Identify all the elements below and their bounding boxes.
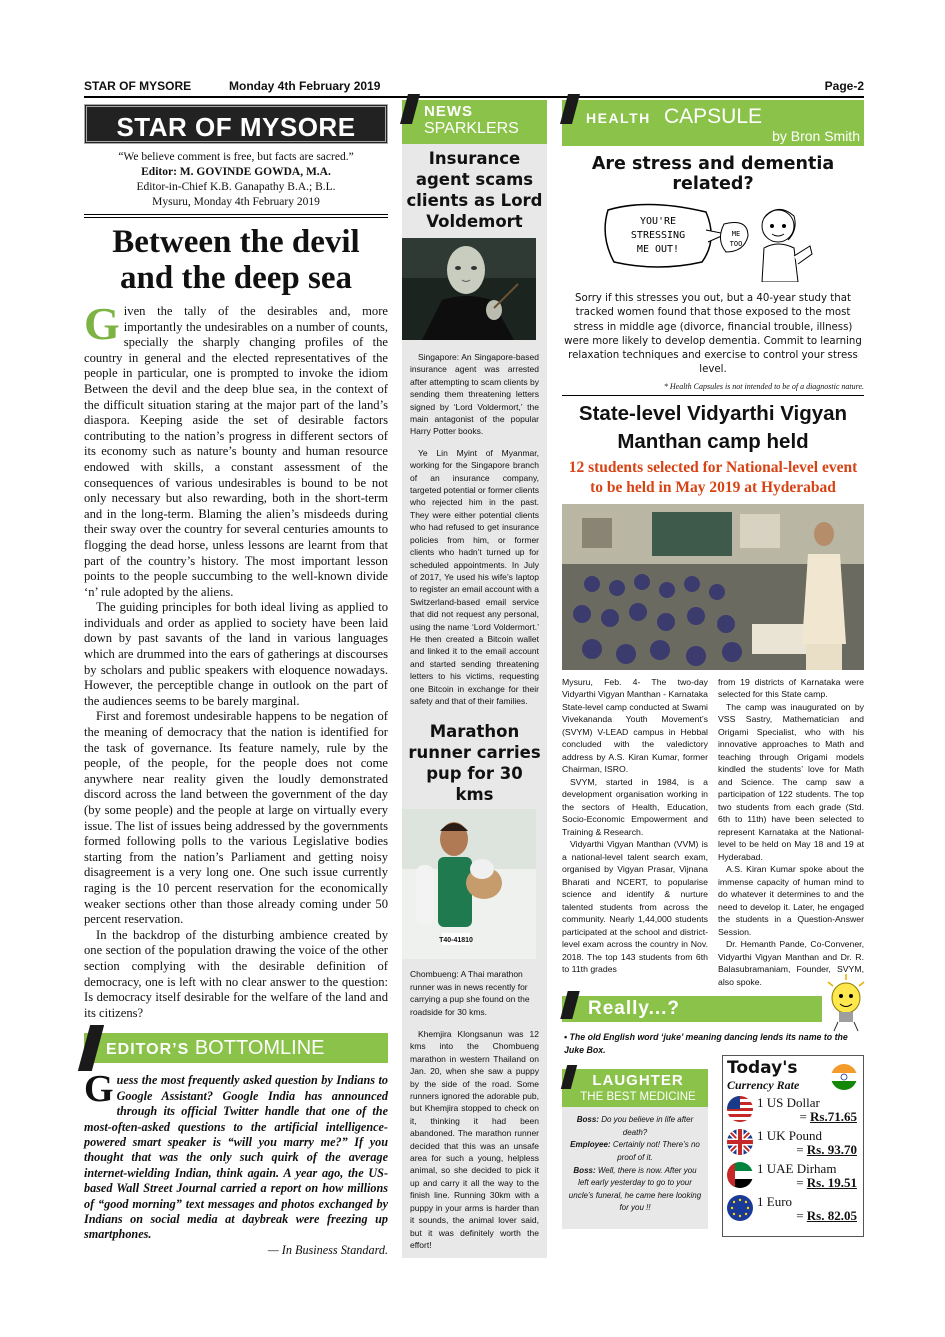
- currency-equals: =: [796, 1208, 807, 1224]
- divider: [84, 217, 388, 218]
- story-paragraph: Singapore: An Singapore-based insurance agent was arrested after attempting to scam clients by sending them threatening letters signed by ‘Lord Voldermort,’ the main antagonist of the popular Harry Potter books.: [410, 352, 539, 437]
- vidyarthi-body: [562, 676, 864, 989]
- masthead-editor: Editor: M. GOVINDE GOWDA, M.A.: [141, 166, 331, 178]
- currency-rate: [796, 1175, 857, 1191]
- banner-accent: [78, 1025, 104, 1071]
- joke-text: Do you believe in life after death?: [601, 1115, 694, 1137]
- speaker: Employee:: [570, 1140, 611, 1150]
- editorial-paragraph: In the backdrop of the disturbing ambience created by one section of the population drawing the voice of the other section complying with the desirable definition of democracy, one is left with no clear answer to the question: Is democracy itself desirable for the welfare of the land and its citizens?: [84, 927, 388, 1020]
- joke-line: [568, 1165, 702, 1215]
- news-sparklers-label-2: SPARKLERS: [424, 120, 519, 137]
- laughter-box: [562, 1069, 708, 1229]
- bubble-line-4: ME: [731, 230, 741, 238]
- currency-rate-box: [722, 1055, 864, 1237]
- banner-accent: [560, 94, 580, 124]
- drop-cap: G: [84, 298, 120, 349]
- bottom-row: [562, 1058, 864, 1239]
- bottomline-label: BOTTOMLINE: [194, 1037, 325, 1060]
- voldemort-story-body: [402, 345, 547, 707]
- story-paragraph: Mysuru, Feb. 4- The two-day Vidyarthi Vigyan Manthan - Karnataka State-level camp conducted at Swami Vivekananda Youth Movement’s (SVYM) V-LEAD campus in Hebbal concluded with the valedictory address by A.S. Kiran Kumar, former Chairman, ISRO.: [562, 676, 709, 775]
- health-capsule-label-bold: HEALTH: [586, 110, 651, 126]
- banner-accent: [560, 991, 580, 1019]
- news-sparklers-column: [402, 100, 547, 1258]
- laughter-label-1: LAUGHTER: [592, 1072, 684, 1090]
- really-banner: [562, 996, 822, 1022]
- currency-name: 1 US Dollar: [757, 1095, 820, 1111]
- currency-name: 1 UK Pound: [757, 1128, 823, 1144]
- us-flag-icon: [727, 1096, 753, 1122]
- really-fact: • The old English word ‘juke’ meaning dancing lends its name to the Juke Box.: [564, 1032, 848, 1056]
- currency-value: Rs. 82.05: [806, 1208, 857, 1224]
- laughter-joke: [562, 1107, 708, 1215]
- currency-row-gbp: [723, 1127, 863, 1160]
- bottomline-body: [84, 1068, 388, 1258]
- bottomline-label-bold: EDITOR’S: [106, 1041, 190, 1059]
- editorial-title-line-2: and the deep sea: [120, 260, 352, 296]
- health-capsule-label: CAPSULE: [664, 105, 763, 128]
- vidyarthi-subtitle-line-2: to be held in May 2019 at Hyderabad: [590, 478, 836, 496]
- bottomline-banner: [84, 1033, 388, 1063]
- masthead-motto: “We believe comment is free, but facts are sacred.”: [118, 151, 354, 163]
- story-paragraph: Vidyarthi Vigyan Manthan (VVM) is a national-level talent search exam, organised by Vigyan Prasar, Vijnana Bharati and NCERT, to popularise science and identify & nurture talented students from across the community. Nearly 1,44,000 students participated at the school and district-level exam across the country in Nov. 2018. The top 143 students from 6th to 11th grades: [562, 839, 708, 975]
- health-capsule-title: Are stress and dementia related?: [591, 154, 835, 194]
- masthead-logo: STAR OF MYSORE: [84, 104, 388, 144]
- story-paragraph: SVYM, started in 1984, is a development organisation working in the sectors of Health, Education, Socio-Economic Empowerment and Training & Research.: [562, 776, 708, 837]
- vidyarthi-title-line-2: Manthan camp held: [617, 429, 809, 453]
- vidyarthi-title: [562, 400, 864, 456]
- currency-row-usd: [723, 1094, 863, 1127]
- story-paragraph: Khemjira Klongsanun was 12 kms into the Chombueng marathon in western Thailand on Jan. 20, when she saw a puppy by the side of the road. Some runners ignored the adorable pub, but Khemjira stopped to check on it, thinking it had been abandoned. The marathon runner decided that this was an unsafe area for such a young, helpless animal, so she decided to pick it up and carry it all the way to the finish line. Running 30km with a puppy in your arms is harder than it sounds, the animal lover said, but it was definitely worth the effort!: [410, 1029, 539, 1250]
- bubble-line-1: YOU'RE: [639, 216, 677, 227]
- masthead-dateline: Mysuru, Monday 4th February 2019: [152, 196, 320, 208]
- health-capsule-disclaimer: * Health Capsules is not intended to be of a diagnostic nature.: [663, 381, 864, 391]
- laughter-banner: [562, 1069, 708, 1107]
- story-paragraph: The camp was inaugurated on by VSS Sastry, Mathematician and Origami Specialist, who with his innovative approaches to Math and teaching through Origami models kindled the students’ love for Math and Science. The camp saw a participation of 122 students. The top two students from each grade (Std. 6th to 11th) have been selected to represent Karnataka at the National-level to be held on May 18 and 19 at Hyderabad.: [718, 701, 864, 862]
- right-column: [562, 100, 864, 1239]
- speaker: Boss:: [573, 1165, 596, 1175]
- currency-name: 1 UAE Dirham: [757, 1161, 837, 1177]
- story-paragraph: Ye Lin Myint of Myanmar, working for the Singapore branch of an insurance company, targeted potential or former clients who rejected him in the past. They were either potential clients who had refused to get insurance policies from him, or former clients who hadn’t turned up for scheduled appointments. In July of 2017, Ye used his wife’s laptop to register an email account with a Switzerland-based email service that did not request any personal, using the name ‘Lord Voldermort.’ He then created a Bitcoin wallet and linked it to the email account and started sending threatening letters to his victims, requesting one Bitcoin in exchange for their safety and that of their families.: [410, 447, 539, 706]
- uk-flag-icon: [727, 1129, 753, 1155]
- vidyarthi-subtitle: [562, 458, 864, 498]
- editorial-paragraph: [84, 298, 388, 600]
- bubble-line-5: TOO: [729, 240, 743, 248]
- story-paragraph: A.S. Kiran Kumar spoke about the immense capacity of human mind to do whatever it determines to and the need to develop it. Later, he engaged the students in a Question-Answer Session.: [718, 864, 864, 937]
- banner-accent: [400, 94, 420, 124]
- runner-with-pup-photo: [402, 809, 536, 959]
- currency-rate: [799, 1109, 857, 1125]
- editorial-paragraph: First and foremost undesirable happens to be negation of the meaning of democracy that the nation is identified for the task of governance. Its feature namely, rule by the people, of the people, for the people does not come anywhere near reality given the loudly demonstrated discord across the land between the government of the day (by some people) and the people at large on virtually every issue. The list of issues being addressed by the governments formed following polls to the various Legislative bodies starting from the nation’s Parliament and getting noisy disagreement is a very long one. One such issue currently raging is the 10 percent reservation for the economically weaker sections other than those already coming under 50 percent reservation.: [84, 709, 388, 927]
- voldemort-story-title: Insurance agent scams clients as Lord Voldemort: [406, 149, 543, 231]
- currency-subtitle: Currency Rate: [727, 1078, 800, 1093]
- header-date: Monday 4th February 2019: [229, 79, 381, 93]
- editorial-paragraph-text: iven the tally of the desirables and, more importantly the undesirables on a number of counts, specially the sharply changing profiles of the country in general and the elected representatives of the people in particular, one is prompted to invoke the idiom Between the devil and the deep blue sea, in the context of the difficult situation staring at the major part of the land’s diaspora. Keeping aside the set of desirable factors contributing to the nation’s progress in different sectors of its economy such as nature’s bounty and human resource endowed with skills, a constant assessment of the consequences of various undesirables is bound to be not only necessary but also rewarding, both in the short-term and in the long-term. Blaming the alien’s misdeeds during their sway over the country for several centuries amounts to flogging the dead horse, unless lessons are learnt from that part of the country’s history. The most important lesson points to the people succumbing to the well-known divide ‘n’ rule adopted by the aliens.: [84, 304, 388, 599]
- editorial-column: [84, 104, 388, 1258]
- health-capsule-banner: [562, 100, 864, 146]
- editorial-title: [84, 224, 388, 296]
- joke-line: [568, 1139, 702, 1164]
- story-paragraph: from 19 districts of Karnataka were selected for this State camp.: [718, 676, 864, 700]
- currency-title: Today's: [727, 1058, 798, 1079]
- bottomline-text: uess the most frequently asked question by Indians to Google Assistant? Google India has announced through its official Twitter handle that one of the most-often-asked questions to the artificial intelligence-powered smart speaker is “will you marry me?” If you thought that was the only such quirk of the average internet-wielding Indian, think again. A year ago, the US-based Wall Street Journal carried a report on how millions of “good morning” text messages and photos exchanged by Indians on social media at daybreak were freezing up smartphones.: [84, 1073, 388, 1242]
- joke-text: Certainly not! There’s no proof of it.: [612, 1140, 700, 1163]
- vidyarthi-subtitle-line-1: 12 students selected for National-level event: [568, 458, 858, 476]
- bottomline-source: — In Business Standard.: [267, 1242, 388, 1257]
- header-paper-name: STAR OF MYSORE: [84, 79, 192, 93]
- joke-line: [568, 1114, 702, 1139]
- runner-bib-number: T40-41810: [439, 937, 473, 945]
- eu-flag-icon: [727, 1195, 753, 1221]
- marathon-story-title: Marathon runner carries pup for 30 kms: [408, 722, 541, 805]
- currency-header: [723, 1056, 863, 1094]
- drop-cap: G: [84, 1068, 114, 1111]
- uae-flag-icon: [727, 1162, 753, 1188]
- editorial-paragraph: The guiding principles for both ideal living as applied to individuals and order as applied to society have been laid down by past savants of the land in various languages which are drummed into the ears of gatherings at discourses by scholars and public speakers with eloquence nowadays. However, the perceptible change in outlook on the part of the audiences seems to be barely marginal.: [84, 600, 388, 708]
- students-camp-photo: [562, 504, 864, 670]
- vidyarthi-title-line-1: State-level Vidyarthi Vigyan: [578, 401, 848, 425]
- health-capsule-text: Sorry if this stresses you out, but a 40-year study that tracked women found that those exposed to the most stress in middle age (divorce, financial trouble, illness) were more likely to develop dementia. Commit to learning relaxation techniques and exercise to control your stress level.: [564, 293, 862, 376]
- divider: [562, 395, 864, 396]
- masthead-editor-in-chief: Editor-in-Chief K.B. Ganapathy B.A.; B.L.: [136, 181, 336, 193]
- marathon-story-body: [402, 1018, 547, 1251]
- currency-rate: [796, 1208, 857, 1224]
- voldemort-photo: [402, 238, 536, 340]
- currency-row-eur: [723, 1193, 863, 1226]
- currency-value: Rs. 93.70: [806, 1142, 857, 1158]
- editorial-title-line-1: Between the devil: [112, 224, 360, 260]
- laughter-label-2: THE BEST MEDICINE: [580, 1091, 696, 1104]
- health-capsule-byline: by Bron Smith: [772, 128, 860, 144]
- marathon-photo-caption: Chombueng: A Thai marathon runner was in news recently for carrying a pup she found on the roadside for 30 kms.: [410, 969, 530, 1017]
- currency-equals: =: [799, 1109, 811, 1125]
- speaker: Boss:: [576, 1115, 599, 1125]
- currency-equals: =: [796, 1142, 807, 1158]
- header-page-number: Page-2: [824, 79, 864, 93]
- stress-cartoon: [598, 200, 828, 282]
- currency-value: Rs.71.65: [810, 1109, 857, 1125]
- story-paragraph: Dr. Hemanth Pande, Co-Convener, Vidyarthi Vigyan Manthan and Dr. R. Balasubramaniam, Founder, SVYM, also spoke.: [718, 939, 864, 987]
- bubble-line-3: ME OUT!: [636, 244, 680, 255]
- news-sparklers-label-1: NEWS: [424, 103, 473, 120]
- currency-row-aed: [723, 1160, 863, 1193]
- currency-name: 1 Euro: [757, 1194, 793, 1210]
- page-header: [84, 76, 864, 98]
- masthead-info: [84, 150, 388, 210]
- bubble-line-2: STRESSING: [630, 230, 686, 241]
- news-sparklers-banner: [402, 100, 547, 144]
- joke-text: Well, there is now. After you left early yesterday to go to your uncle’s funeral, he came here looking for you !!: [568, 1165, 702, 1213]
- editorial-body: [84, 298, 388, 1021]
- vidyarthi-column-1: [562, 676, 708, 989]
- divider: [84, 214, 388, 215]
- currency-rate: [796, 1142, 857, 1158]
- really-section: [562, 996, 864, 1022]
- vidyarthi-column-2: [718, 676, 864, 989]
- currency-value: Rs. 19.51: [806, 1175, 857, 1191]
- lightbulb-icon: [824, 974, 868, 1032]
- currency-equals: =: [796, 1175, 807, 1191]
- really-label: Really...?: [588, 998, 681, 1020]
